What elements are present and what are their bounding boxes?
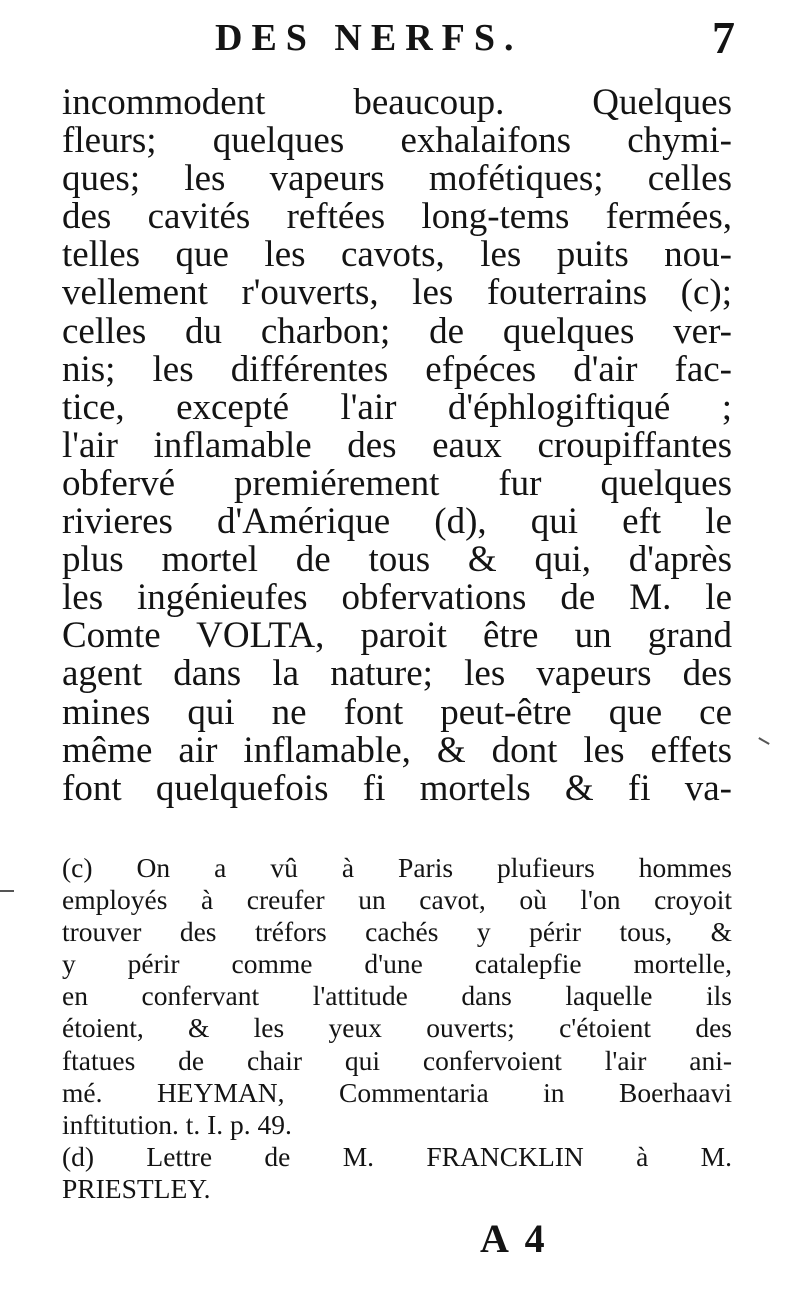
footnote-line: PRIESTLEY. [62, 1172, 211, 1204]
footnote-line: y périr comme d'une catalepfie mortelle, [62, 948, 732, 980]
text-line: l'air inflamable des eaux croupiffantes [62, 424, 732, 466]
footnote-line: ftatues de chair qui confervoient l'air ani- [62, 1044, 732, 1076]
running-header [215, 10, 735, 70]
signature-mark: A 4 [480, 1216, 549, 1261]
text-line: plus mortel de tous & qui, d'après [62, 539, 732, 581]
footnote-line: mé. HEYMAN, Commentaria in Boerhaavi [62, 1076, 732, 1108]
footnote-line: (c) On a vû à Paris plufieurs hommes [62, 852, 732, 883]
footnote-line: étoient, & les yeux ouverts; c'étoient des [62, 1012, 732, 1044]
text-line: tice, excepté l'air d'éphlogiftiqué ; [62, 386, 732, 428]
text-line: fleurs; quelques exhalaifons chymi- [62, 120, 732, 162]
text-line: font quelquefois fi mortels & fi va- [62, 767, 732, 809]
footnote-line: trouver des tréfors cachés y périr tous, & [62, 916, 732, 948]
page-edge-mark [0, 890, 14, 892]
footnote-line: en confervant l'attitude dans laquelle ils [62, 980, 732, 1012]
footnote-line: inftitution. t. I. p. 49. [62, 1108, 292, 1140]
text-line: obfervé premiérement fur quelques [62, 462, 732, 504]
page-number: 7 [712, 12, 735, 63]
text-line: vellement r'ouverts, les fouterrains (c); [62, 272, 732, 314]
text-line: ques; les vapeurs mofétiques; celles [62, 158, 732, 200]
text-line: des cavités reftées long-tems fermées, [62, 196, 732, 238]
running-title: DES NERFS. [215, 17, 523, 59]
text-line: celles du charbon; de quelques ver- [62, 310, 732, 352]
text-line: Comte VOLTA, paroit être un grand [62, 615, 732, 657]
text-line: mines qui ne font peut-être que ce [62, 691, 732, 733]
footnote-line: employés à creufer un cavot, où l'on croyoit [62, 884, 732, 916]
text-line: nis; les différentes efpéces d'air fac- [62, 348, 732, 390]
text-line: rivieres d'Amérique (d), qui eft le [62, 501, 732, 543]
text-line: incommodent beaucoup. Quelques [62, 82, 732, 123]
footnote-line: (d) Lettre de M. FRANCKLIN à M. [62, 1140, 732, 1172]
text-line: les ingénieufes obfervations de M. le [62, 577, 732, 619]
page-edge-mark [758, 737, 769, 745]
text-line: agent dans la nature; les vapeurs des [62, 653, 732, 695]
main-text [62, 84, 732, 808]
text-line: telles que les cavots, les puits nou- [62, 234, 732, 276]
text-line: même air inflamable, & dont les effets [62, 729, 732, 771]
footnotes [62, 852, 732, 1205]
